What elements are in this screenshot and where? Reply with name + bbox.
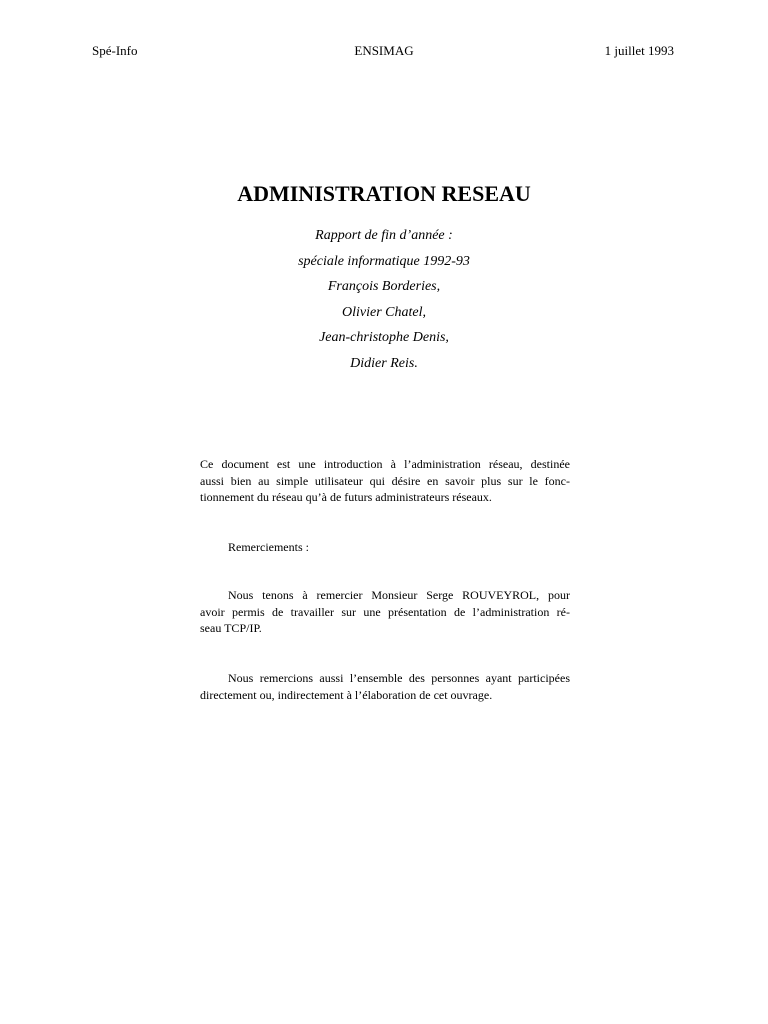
paragraph-line: avoir permis de travailler sur une présentation de l’administration ré- — [200, 604, 570, 619]
header-date: 1 juillet 1993 — [604, 43, 674, 58]
thanks-heading: Remerciements : — [228, 540, 309, 554]
intro-paragraph — [200, 456, 570, 506]
paragraph-line: Nous remercions aussi l’ensemble des personnes ayant participées — [228, 671, 570, 685]
author-name: Olivier Chatel, — [342, 304, 426, 320]
header-center-text: ENSIMAG — [354, 43, 414, 58]
author-name: François Borderies, — [327, 279, 441, 294]
paragraph-line: Nous tenons à remercier Monsieur Serge ROUVEYROL, pour — [228, 588, 570, 602]
paragraph-line: aussi bien au simple utilisateur qui désire en savoir plus sur le fonc- — [200, 473, 570, 488]
author-name: Didier Reis. — [350, 355, 418, 371]
paragraph-line: tionnement du réseau qu’à de futurs administrateurs réseaux. — [200, 490, 492, 504]
subtitle-block — [0, 226, 768, 379]
subtitle-report-line: Rapport de fin d’année : — [315, 228, 453, 243]
paragraph-line: seau TCP/IP. — [200, 621, 262, 635]
paragraph-line: directement ou, indirectement à l’élaboration de cet ouvrage. — [200, 687, 493, 702]
header-left-text: Spé-Info — [92, 43, 138, 58]
closing-paragraph — [200, 670, 570, 703]
paragraph-line: Ce document est une introduction à l’administration réseau, destinée — [200, 457, 570, 471]
thanks-paragraph — [200, 587, 570, 637]
document-title: ADMINISTRATION RESEAU — [237, 181, 531, 206]
thanks-heading-paragraph — [200, 539, 570, 556]
subtitle-program-line: spéciale informatique 1992-93 — [298, 253, 470, 269]
author-name: Jean-christophe Denis, — [319, 330, 449, 345]
